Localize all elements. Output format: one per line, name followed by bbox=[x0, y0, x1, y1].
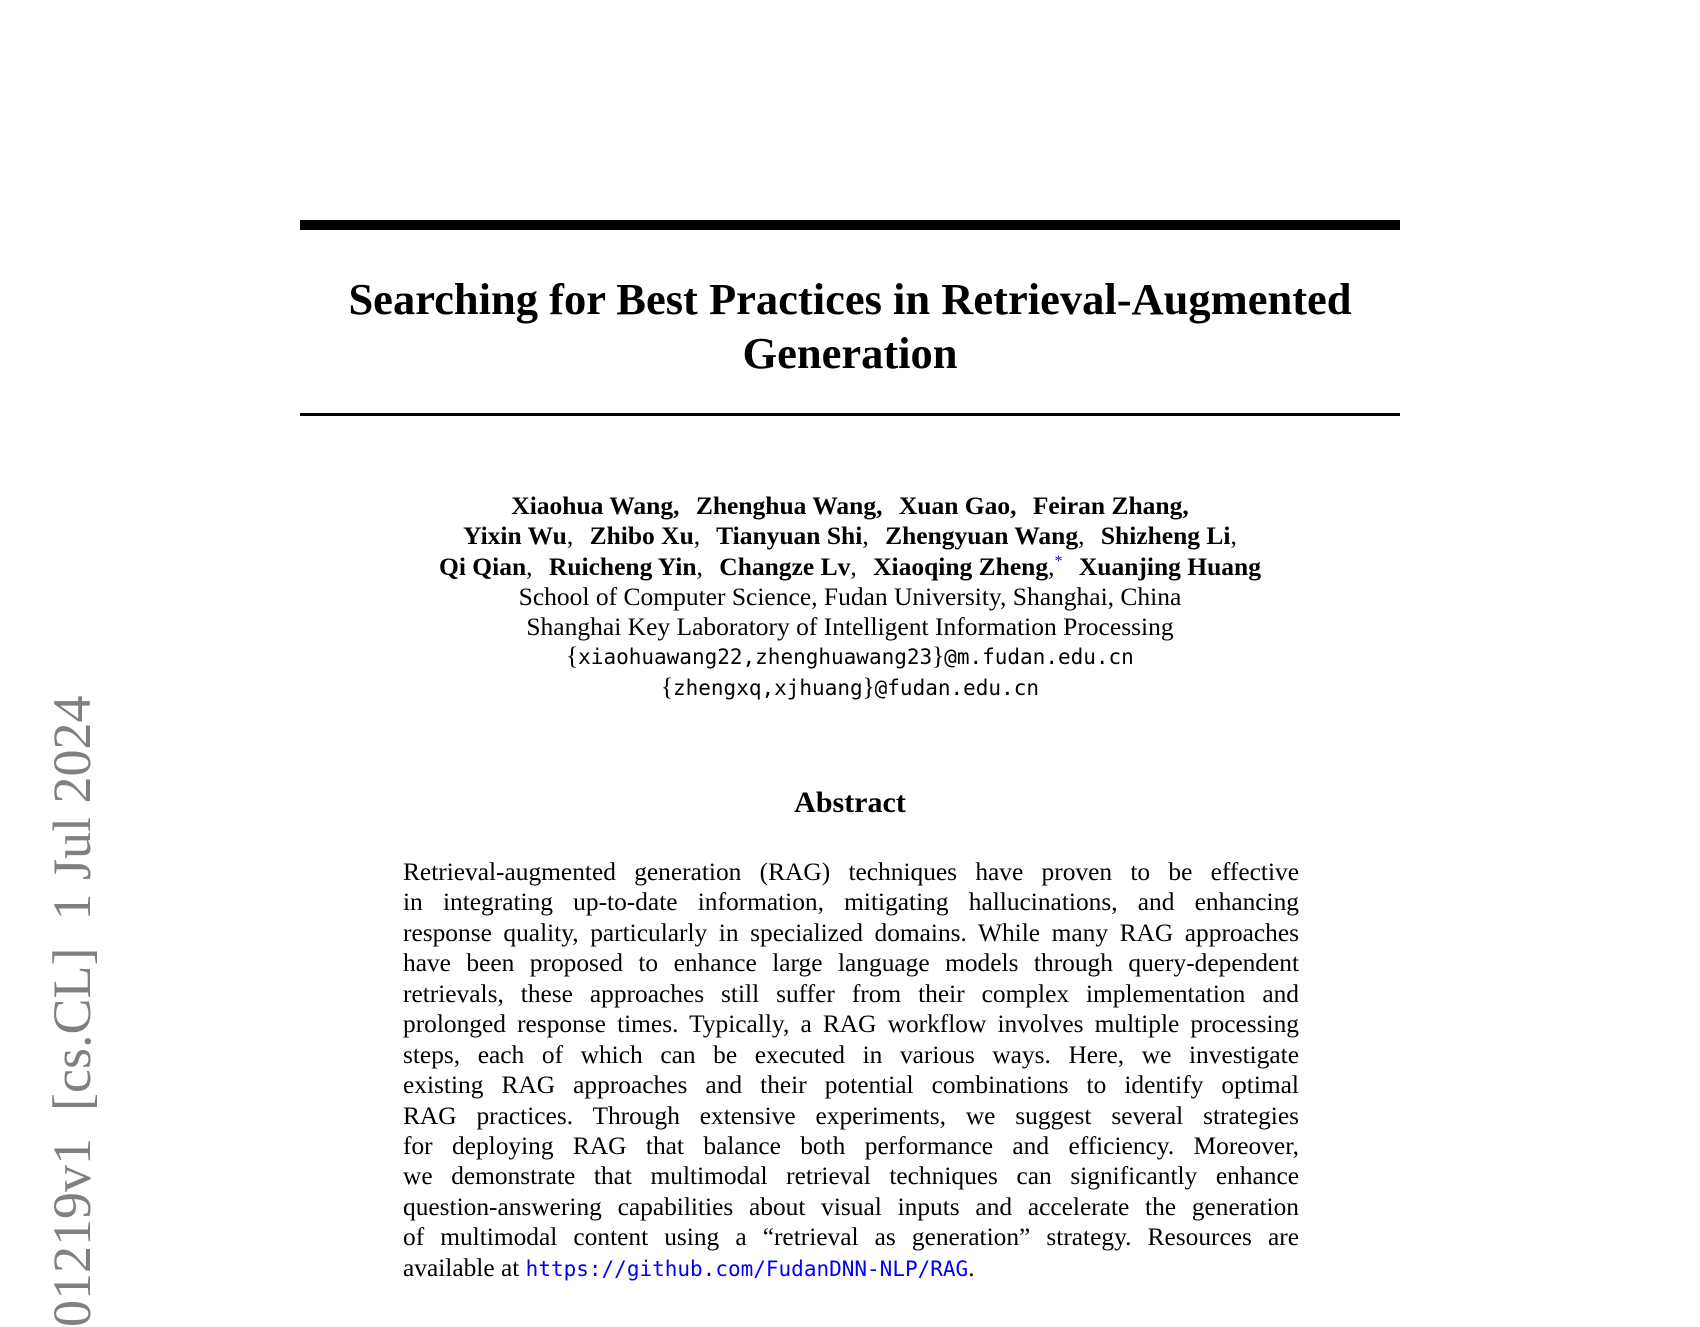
email-line-2: {zhengxq,xjhuang}@fudan.edu.cn bbox=[660, 673, 1040, 701]
author-name: Zhengyuan Wang bbox=[885, 521, 1079, 551]
abstract-line-last: available at https://github.com/FudanDNN-NLP/RAG. bbox=[403, 1253, 975, 1282]
abstract-line: Retrieval-augmented generation (RAG) techniques have proven to be effective bbox=[403, 858, 1299, 886]
author-name: Yixin Wu bbox=[463, 521, 567, 551]
abstract-line: question-answering capabilities about visual inputs and accelerate the generation bbox=[403, 1192, 1299, 1221]
author-name-corresponding: Xiaoqing Zheng bbox=[873, 551, 1049, 581]
abstract-body bbox=[403, 857, 1299, 1283]
abstract-heading: Abstract bbox=[794, 786, 906, 819]
abstract-line: we demonstrate that multimodal retrieval techniques can significantly enhance bbox=[403, 1162, 1299, 1191]
author-name: Feiran Zhang, bbox=[1032, 491, 1189, 520]
title-bottom-rule bbox=[300, 413, 1400, 416]
abstract-line: existing RAG approaches and their potential combinations to identify optimal bbox=[403, 1071, 1299, 1100]
author-name: Xuan Gao, bbox=[898, 491, 1017, 520]
abstract-line: prolonged response times. Typically, a RAG workflow involves multiple processing bbox=[403, 1010, 1299, 1039]
abstract-line: RAG practices. Through extensive experiments, we suggest several strategies bbox=[403, 1101, 1299, 1130]
abstract-line: of multimodal content using a “retrieval as generation” strategy. Resources are bbox=[403, 1223, 1299, 1252]
author-block bbox=[300, 491, 1400, 703]
github-resources-link[interactable]: https://github.com/FudanDNN-NLP/RAG bbox=[525, 1256, 969, 1281]
author-line-1 bbox=[300, 491, 1400, 521]
author-line-2: Yixin Wu, Zhibo Xu, Tianyuan Shi, Zhengyuan Wang, Shizheng Li, bbox=[463, 521, 1237, 551]
author-name: Zhibo Xu bbox=[589, 521, 694, 551]
affiliation-line: Shanghai Key Laboratory of Intelligent Information Processing bbox=[526, 612, 1174, 642]
email-line-1: {xiaohuawang22,zhenghuawang23}@m.fudan.edu.cn bbox=[566, 643, 1134, 671]
title-line-2: Generation bbox=[742, 328, 958, 378]
abstract-line: in integrating up-to-date information, mitigating hallucinations, and enhancing bbox=[403, 888, 1299, 917]
abstract-line: retrievals, these approaches still suffer from their complex implementation and bbox=[403, 979, 1299, 1008]
author-name: Qi Qian bbox=[439, 551, 527, 581]
author-name: Shizheng Li bbox=[1100, 521, 1231, 551]
author-name: Zhenghua Wang, bbox=[695, 491, 883, 520]
title-top-rule bbox=[300, 220, 1400, 230]
arxiv-identifier-stamp bbox=[42, 627, 102, 1327]
abstract-line: response quality, particularly in specialized domains. While many RAG approaches bbox=[403, 918, 1299, 947]
paper-title bbox=[300, 272, 1400, 380]
abstract-line: for deploying RAG that balance both performance and efficiency. Moreover, bbox=[403, 1131, 1299, 1160]
arxiv-identifier-text: 01219v1 [cs.CL] 1 Jul 2024 bbox=[42, 695, 102, 1327]
author-name: Xuanjing Huang bbox=[1078, 551, 1261, 581]
author-line-3: Qi Qian, Ruicheng Yin, Changze Lv, Xiaoqing Zheng,* Xuanjing Huang bbox=[439, 551, 1261, 581]
author-name: Tianyuan Shi bbox=[716, 521, 863, 551]
abstract-line: steps, each of which can be executed in various ways. Here, we investigate bbox=[403, 1040, 1299, 1069]
corresponding-author-footnote-link[interactable]: * bbox=[1054, 552, 1063, 570]
author-name: Changze Lv bbox=[719, 551, 851, 581]
author-name: Xiaohua Wang, bbox=[511, 491, 680, 520]
title-line-1: Searching for Best Practices in Retrieval-Augmented bbox=[348, 274, 1352, 324]
abstract-line: have been proposed to enhance large language models through query-dependent bbox=[403, 949, 1299, 978]
author-name: Ruicheng Yin bbox=[548, 551, 697, 581]
affiliation-line: School of Computer Science, Fudan University, Shanghai, China bbox=[518, 581, 1182, 611]
